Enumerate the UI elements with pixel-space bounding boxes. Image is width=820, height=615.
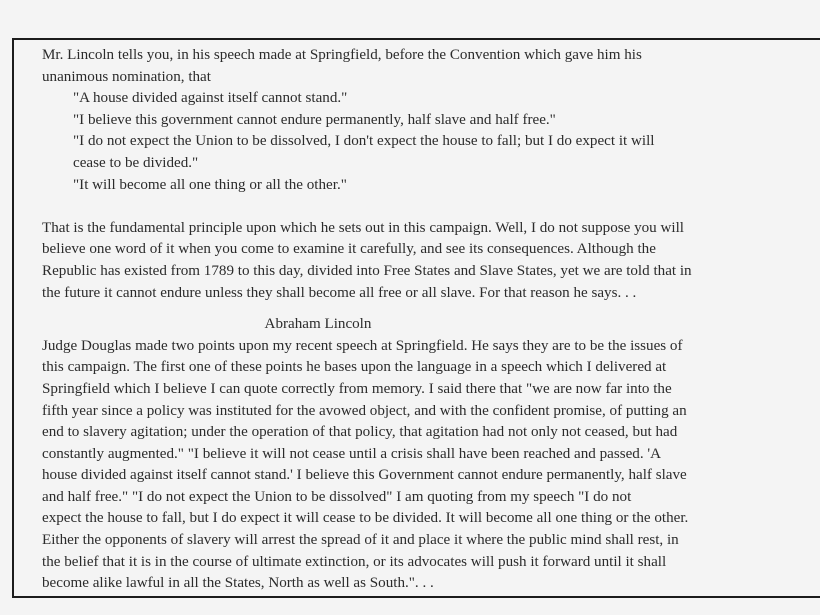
speech-line-7: house divided against itself cannot stand.' I believe this Government cannot endure permanently, half slave xyxy=(42,467,687,484)
paragraph-spacer-2 xyxy=(42,304,784,314)
attribution-abraham-lincoln: Abraham Lincoln xyxy=(264,316,372,333)
quote-line-1: "A house divided against itself cannot stand." xyxy=(73,90,348,107)
intro-line-1: Mr. Lincoln tells you, in his speech made at Springfield, before the Convention which gave him his xyxy=(42,47,642,63)
speech-line-3: Springfield which I believe I can quote correctly from memory. I said there that "we are now far into the xyxy=(42,380,672,397)
speech-line-2: this campaign. The first one of these points he bases upon the language in a speech which I delivered at xyxy=(42,359,667,376)
document-text-body xyxy=(42,45,784,595)
speech-line-11: the belief that it is in the course of ultimate extinction, or its advocates will push it forward until it shall xyxy=(42,553,667,570)
quote-line-3-continuation: cease to be divided." xyxy=(73,154,199,171)
commentary-line-1: That is the fundamental principle upon which he sets out in this campaign. Well, I do not suppose you will xyxy=(42,219,684,236)
intro-line-2: unanimous nomination, that xyxy=(42,68,211,85)
commentary-line-3: Republic has existed from 1789 to this day, divided into Free States and Slave States, yet we are told that in xyxy=(42,262,692,279)
quote-line-3: "I do not expect the Union to be dissolved, I don't expect the house to fall; but I do expect it will xyxy=(73,133,655,150)
paragraph-spacer-1 xyxy=(42,196,784,218)
quote-line-2: "I believe this government cannot endure permanently, half slave and half free." xyxy=(73,111,556,128)
speech-line-8: and half free." "I do not expect the Union to be dissolved" I am quoting from my speech "I do not xyxy=(42,488,632,505)
speech-line-5: end to slavery agitation; under the operation of that policy, that agitation had not only not ceased, but had xyxy=(42,424,678,441)
speech-line-1: Judge Douglas made two points upon my recent speech at Springfield. He says they are to be the issues of xyxy=(42,337,683,354)
commentary-line-2: believe one word of it when you come to examine it carefully, and see its consequences. Although the xyxy=(42,241,656,258)
speech-line-6: constantly augmented." "I believe it will not cease until a crisis shall have been reached and passed. 'A xyxy=(42,445,662,462)
speech-line-9: expect the house to fall, but I do expect it will cease to be divided. It will become all one thing or the other. xyxy=(42,510,689,527)
commentary-line-4: the future it cannot endure unless they shall become all free or all slave. For that reason he says. . . xyxy=(42,284,637,301)
speech-line-10: Either the opponents of slavery will arrest the spread of it and place it where the public mind shall rest, in xyxy=(42,532,679,549)
document-page-frame xyxy=(12,38,820,598)
quote-line-4: "It will become all one thing or all the other." xyxy=(73,176,347,193)
speech-line-4: fifth year since a policy was instituted for the avowed object, and with the confident promise, of putting an xyxy=(42,402,687,419)
speech-line-12: become alike lawful in all the States, North as well as South.". . . xyxy=(42,575,434,592)
